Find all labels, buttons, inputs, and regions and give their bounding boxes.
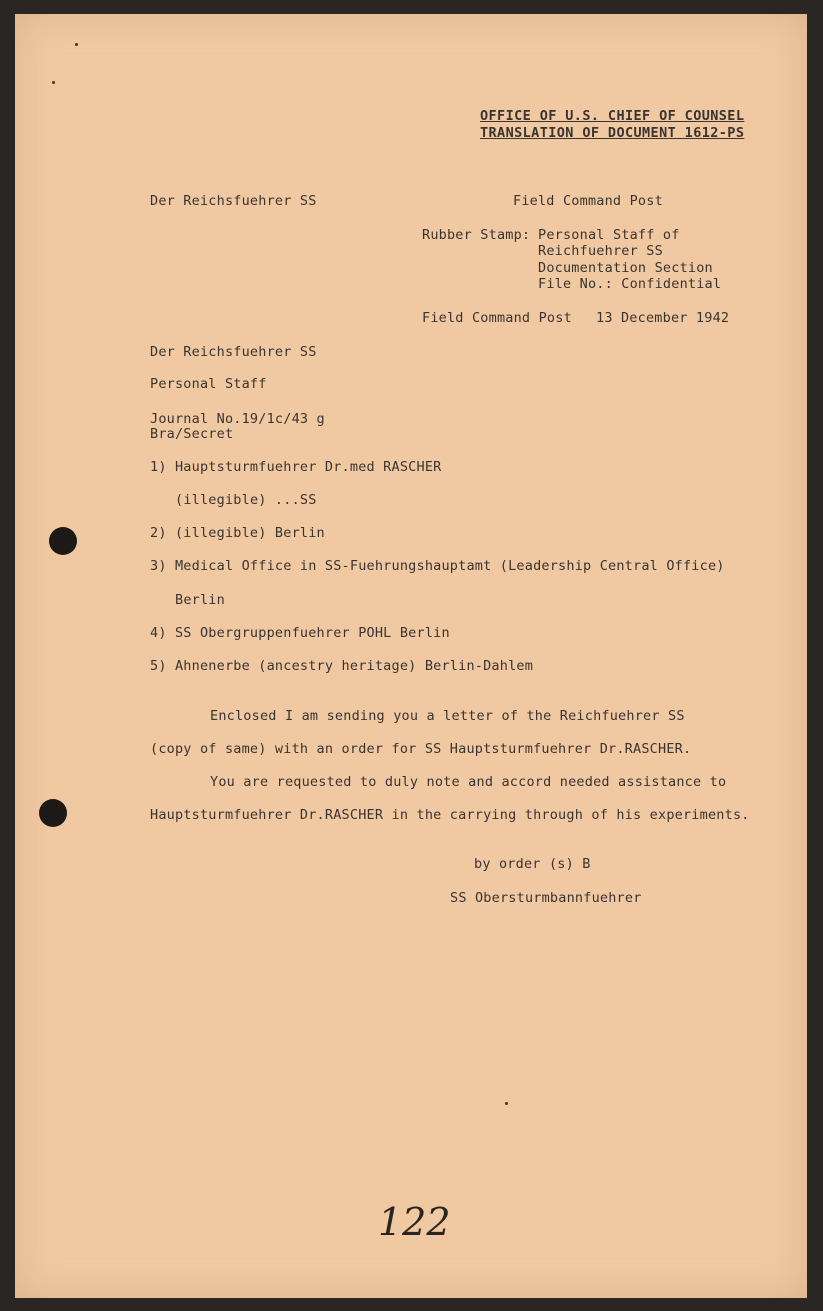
from-line-2: Personal Staff	[150, 376, 267, 392]
recipient-item: (illegible) ...SS	[175, 492, 317, 508]
handwritten-page-number: 122	[378, 1200, 451, 1244]
sender-left: Der Reichsfuehrer SS	[150, 193, 317, 209]
signature-order: by order (s) B	[474, 856, 591, 872]
recipient-item: 4) SS Obergruppenfuehrer POHL Berlin	[150, 625, 450, 641]
punch-hole	[49, 527, 77, 555]
recipient-item: Berlin	[175, 592, 225, 608]
stamp-line: Documentation Section	[538, 260, 713, 276]
speck	[75, 43, 78, 46]
stamp-label: Rubber Stamp:	[422, 227, 531, 243]
recipient-item: 1) Hauptsturmfuehrer Dr.med RASCHER	[150, 459, 442, 475]
dateline-place: Field Command Post	[422, 310, 572, 326]
header-line-2: TRANSLATION OF DOCUMENT 1612-PS	[480, 125, 745, 141]
recipient-item: 2) (illegible) Berlin	[150, 525, 325, 541]
journal-number: Journal No.19/1c/43 g	[150, 411, 325, 427]
stamp-line: Personal Staff of	[538, 227, 680, 243]
speck	[505, 1102, 508, 1105]
body-paragraph-line: (copy of same) with an order for SS Hauptsturmfuehrer Dr.RASCHER.	[150, 741, 692, 757]
header-line-1: OFFICE OF U.S. CHIEF OF COUNSEL	[480, 108, 745, 124]
punch-hole	[39, 799, 67, 827]
classification: Bra/Secret	[150, 426, 234, 442]
signature-rank: SS Obersturmbannfuehrer	[450, 890, 642, 906]
stamp-line: File No.: Confidential	[538, 276, 722, 292]
body-paragraph-line: Hauptsturmfuehrer Dr.RASCHER in the carrying through of his experiments.	[150, 807, 750, 823]
recipient-item: 3) Medical Office in SS-Fuehrungshauptamt (Leadership Central Office)	[150, 558, 725, 574]
recipient-item: 5) Ahnenerbe (ancestry heritage) Berlin-Dahlem	[150, 658, 534, 674]
from-line-1: Der Reichsfuehrer SS	[150, 344, 317, 360]
body-paragraph-line: You are requested to duly note and accord needed assistance to	[210, 774, 727, 790]
document-page	[15, 14, 807, 1298]
dateline-date: 13 December 1942	[596, 310, 730, 326]
speck	[52, 81, 55, 84]
stamp-line: Reichfuehrer SS	[538, 243, 663, 259]
location-right: Field Command Post	[513, 193, 663, 209]
body-paragraph-line: Enclosed I am sending you a letter of the Reichfuehrer SS	[210, 708, 685, 724]
